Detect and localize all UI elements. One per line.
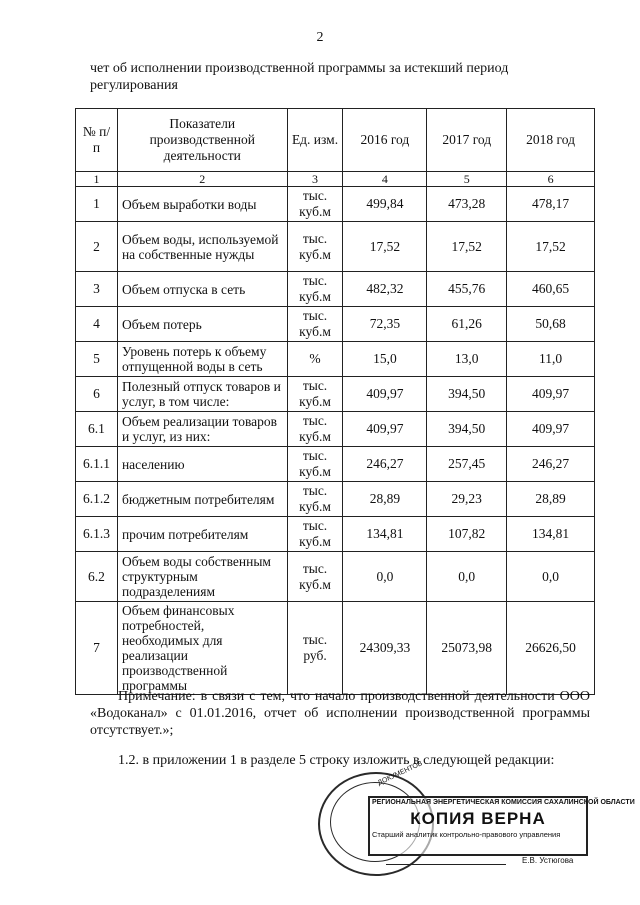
header-cell: Ед. изм. <box>287 109 343 172</box>
column-number: 4 <box>343 172 427 187</box>
unit: тыс. куб.м <box>287 377 343 412</box>
value-2018: 50,68 <box>507 307 595 342</box>
value-2018: 478,17 <box>507 187 595 222</box>
value-2018: 0,0 <box>507 552 595 602</box>
indicator-name: Объем воды, используемой на собственные нужды <box>117 222 287 272</box>
row-number: 7 <box>76 602 118 695</box>
table-body <box>76 187 595 695</box>
table-row <box>76 342 595 377</box>
value-2018: 134,81 <box>507 517 595 552</box>
table-row <box>76 187 595 222</box>
header-cell: № п/п <box>76 109 118 172</box>
value-2016: 28,89 <box>343 482 427 517</box>
header-cell: 2018 год <box>507 109 595 172</box>
unit: тыс. куб.м <box>287 517 343 552</box>
column-number: 5 <box>427 172 507 187</box>
stamp-signer: Е.В. Устюгова <box>522 856 574 865</box>
table-row <box>76 517 595 552</box>
value-2017: 61,26 <box>427 307 507 342</box>
value-2017: 29,23 <box>427 482 507 517</box>
value-2016: 72,35 <box>343 307 427 342</box>
header-cell: 2016 год <box>343 109 427 172</box>
value-2017: 455,76 <box>427 272 507 307</box>
value-2017: 13,0 <box>427 342 507 377</box>
value-2018: 28,89 <box>507 482 595 517</box>
value-2016: 246,27 <box>343 447 427 482</box>
table-header-row <box>76 109 595 172</box>
value-2017: 17,52 <box>427 222 507 272</box>
indicator-name: Объем реализации товаров и услуг, из них: <box>117 412 287 447</box>
value-2016: 409,97 <box>343 377 427 412</box>
table-row <box>76 377 595 412</box>
table-row <box>76 447 595 482</box>
unit: тыс. куб.м <box>287 187 343 222</box>
value-2018: 26626,50 <box>507 602 595 695</box>
value-2018: 409,97 <box>507 377 595 412</box>
table-row <box>76 552 595 602</box>
value-2018: 409,97 <box>507 412 595 447</box>
row-number: 2 <box>76 222 118 272</box>
signature-line <box>386 852 506 865</box>
row-number: 6 <box>76 377 118 412</box>
value-2017: 25073,98 <box>427 602 507 695</box>
value-2016: 482,32 <box>343 272 427 307</box>
unit: тыс. куб.м <box>287 482 343 517</box>
row-number: 4 <box>76 307 118 342</box>
page-number: 2 <box>316 30 324 45</box>
unit: тыс. куб.м <box>287 552 343 602</box>
value-2016: 17,52 <box>343 222 427 272</box>
column-number: 1 <box>76 172 118 187</box>
indicator-name: Объем потерь <box>117 307 287 342</box>
indicator-name: Объем воды собственным структурным подразделениям <box>117 552 287 602</box>
value-2016: 15,0 <box>343 342 427 377</box>
copy-stamp <box>316 760 635 866</box>
value-2016: 409,97 <box>343 412 427 447</box>
indicator-name: Объем отпуска в сеть <box>117 272 287 307</box>
row-number: 6.1.3 <box>76 517 118 552</box>
value-2017: 257,45 <box>427 447 507 482</box>
indicator-name: Объем выработки воды <box>117 187 287 222</box>
table-row <box>76 412 595 447</box>
seal-text: ДОКУМЕНТОВ <box>376 760 424 787</box>
value-2018: 460,65 <box>507 272 595 307</box>
value-2017: 394,50 <box>427 377 507 412</box>
stamp-organization: РЕГИОНАЛЬНАЯ ЭНЕРГЕТИЧЕСКАЯ КОМИССИЯ САХАЛИНСКОЙ ОБЛАСТИ <box>372 799 635 806</box>
stamp-position: Старший аналитик контрольно-правового управления <box>372 830 561 839</box>
column-number: 2 <box>117 172 287 187</box>
unit: тыс. куб.м <box>287 307 343 342</box>
table-row <box>76 482 595 517</box>
unit: тыс. куб.м <box>287 272 343 307</box>
column-number-row <box>76 172 595 187</box>
unit: тыс. куб.м <box>287 447 343 482</box>
value-2018: 17,52 <box>507 222 595 272</box>
indicator-name: прочим потребителям <box>117 517 287 552</box>
row-number: 1 <box>76 187 118 222</box>
indicator-name: Полезный отпуск товаров и услуг, в том числе: <box>117 377 287 412</box>
value-2018: 246,27 <box>507 447 595 482</box>
unit: тыс. куб.м <box>287 222 343 272</box>
header-cell: 2017 год <box>427 109 507 172</box>
value-2018: 11,0 <box>507 342 595 377</box>
row-number: 6.2 <box>76 552 118 602</box>
row-number: 3 <box>76 272 118 307</box>
header-cell: Показатели производственной деятельности <box>117 109 287 172</box>
indicator-name: населению <box>117 447 287 482</box>
intro-text: чет об исполнении производственной программы за истекший период регулирования <box>90 61 509 93</box>
stamp-title: КОПИЯ ВЕРНА <box>410 809 546 828</box>
value-2017: 0,0 <box>427 552 507 602</box>
value-2016: 24309,33 <box>343 602 427 695</box>
row-number: 6.1 <box>76 412 118 447</box>
indicator-name: бюджетным потребителям <box>117 482 287 517</box>
value-2017: 473,28 <box>427 187 507 222</box>
column-number: 6 <box>507 172 595 187</box>
row-number: 5 <box>76 342 118 377</box>
unit: тыс. куб.м <box>287 412 343 447</box>
value-2017: 394,50 <box>427 412 507 447</box>
column-number: 3 <box>287 172 343 187</box>
indicator-name: Объем финансовых потребностей, необходимых для реализации производственной программы <box>117 602 287 695</box>
value-2016: 134,81 <box>343 517 427 552</box>
row-number: 6.1.2 <box>76 482 118 517</box>
value-2016: 0,0 <box>343 552 427 602</box>
indicator-name: Уровень потерь к объему отпущенной воды в сеть <box>117 342 287 377</box>
production-program-table <box>75 108 595 695</box>
table-row <box>76 307 595 342</box>
stamp-box <box>368 796 635 856</box>
value-2017: 107,82 <box>427 517 507 552</box>
table-row <box>76 602 595 695</box>
note-text: Примечание: в связи с тем, что начало производственной деятельности ООО «Водоканал» с 01.01.2016, отчет об исполнении производственной программы отсутствует.»; <box>90 689 590 738</box>
table-row <box>76 272 595 307</box>
item-1-2-text: 1.2. в приложении 1 в разделе 5 строку изложить в следующей редакции: <box>118 753 555 768</box>
value-2016: 499,84 <box>343 187 427 222</box>
unit: % <box>287 342 343 377</box>
table-row <box>76 222 595 272</box>
unit: тыс. руб. <box>287 602 343 695</box>
row-number: 6.1.1 <box>76 447 118 482</box>
